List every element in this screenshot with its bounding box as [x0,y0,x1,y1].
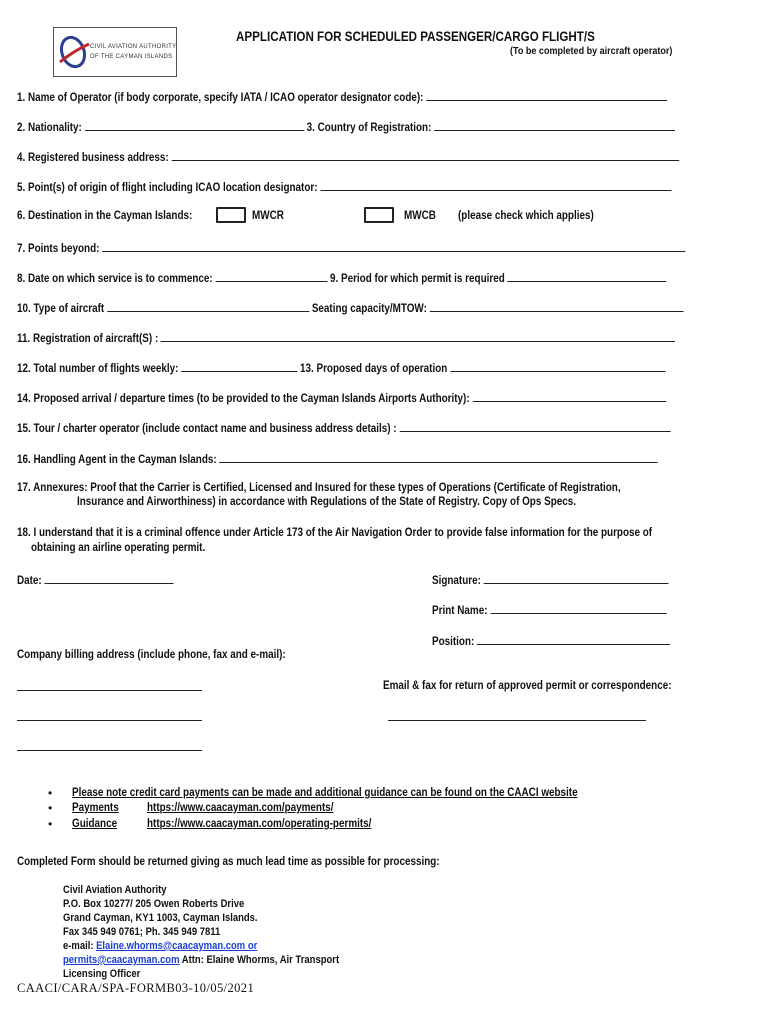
service-date-label: 8. Date on which service is to commence: [17,273,213,285]
form-reference-code: CAACI/CARA/SPA-FORMB03-10/05/2021 [17,981,255,995]
guidance-link[interactable]: https://www.caacayman.com/operating-permits/ [147,818,372,830]
print-name-field [432,603,667,617]
seating-blank[interactable] [430,301,684,312]
signature-blank[interactable] [484,573,669,584]
billing-blank-2[interactable] [17,720,202,721]
country-registration-label: 3. Country of Registration: [306,122,432,134]
billing-blank-1[interactable] [17,690,202,691]
field-flights-weekly-row [17,361,665,375]
address-line-2: P.O. Box 10277/ 205 Owen Roberts Drive [63,898,245,910]
logo-line-2: OF THE CAYMAN ISLANDS [90,54,173,60]
form-subtitle: (To be completed by aircraft operator) [510,45,673,57]
declaration-line-1: 18. I understand that it is a criminal offence under Article 173 of the Air Navigation Order to provide false information for the purpose of [17,527,653,539]
tour-operator-blank[interactable] [399,421,670,432]
bullet-dot-icon: • [48,786,53,800]
tour-operator-label: 15. Tour / charter operator (include contact name and business address details) : [17,423,397,435]
business-address-blank[interactable] [171,150,678,161]
email-link-permits[interactable]: permits@caacayman.com [63,954,180,966]
destination-label: 6. Destination in the Cayman Islands: [17,210,193,222]
address-line-7: Licensing Officer [63,968,141,980]
business-address-label: 4. Registered business address: [17,152,169,164]
handling-agent-blank[interactable] [219,452,658,463]
email-link-elaine[interactable]: Elaine.whorms@caacayman.com or [96,940,258,952]
mwcb-label: MWCB [404,210,436,222]
mwcr-checkbox[interactable] [216,207,246,223]
payments-link[interactable]: https://www.caacayman.com/payments/ [147,802,334,814]
email-fax-label: Email & fax for return of approved permit or correspondence: [383,680,672,692]
date-blank[interactable] [44,573,173,584]
field-operator-name [17,90,667,104]
nationality-label: 2. Nationality: [17,122,82,134]
address-line-4: Fax 345 949 0761; Ph. 345 949 7811 [63,926,221,938]
address-line-3: Grand Cayman, KY1 1003, Cayman Islands. [63,912,258,924]
country-registration-blank[interactable] [434,120,675,131]
billing-address-label: Company billing address (include phone, fax and e-mail): [17,649,286,661]
signature-field [432,573,669,587]
address-line-1: Civil Aviation Authority [63,884,167,896]
email-prefix: e-mail: [63,940,97,952]
payment-note: Please note credit card payments can be made and additional guidance can be found on the CAACI website [72,787,578,799]
proposed-days-blank[interactable] [450,361,665,372]
points-beyond-blank[interactable] [102,241,685,252]
mwcr-label: MWCR [252,210,284,222]
flights-weekly-blank[interactable] [181,361,297,372]
email-line-2 [63,954,339,966]
position-blank[interactable] [477,634,671,645]
signature-label: Signature: [432,575,481,587]
service-date-blank[interactable] [215,271,327,282]
origin-points-blank[interactable] [320,180,671,191]
aircraft-type-blank[interactable] [107,301,309,312]
form-title: APPLICATION FOR SCHEDULED PASSENGER/CARGO FLIGHT/S [236,29,595,44]
caa-emblem-icon [58,32,90,72]
permit-period-label: 9. Period for which permit is required [329,273,505,285]
field-aircraft-type-row [17,301,683,315]
aircraft-registration-blank[interactable] [161,331,675,342]
payments-label: Payments [72,802,119,814]
handling-agent-label: 16. Handling Agent in the Cayman Islands: [17,454,217,466]
check-note: (please check which applies) [458,210,594,222]
arrival-departure-label: 14. Proposed arrival / departure times (to be provided to the Cayman Islands Airports Authority): [17,393,470,405]
origin-points-label: 5. Point(s) of origin of flight including ICAO location designator: [17,182,318,194]
field-points-beyond [17,241,685,255]
annexures-line-2: Insurance and Airworthiness) in accordance with Regulations of the State of Registry. Copy of Ops Specs. [77,496,576,508]
seating-label: Seating capacity/MTOW: [311,303,427,315]
position-label: Position: [432,636,475,648]
points-beyond-label: 7. Points beyond: [17,243,100,255]
flights-weekly-label: 12. Total number of flights weekly: [17,363,179,375]
logo-line-1: CIVIL AVIATION AUTHORITY [90,44,177,50]
field-tour-operator [17,421,670,435]
aircraft-registration-label: 11. Registration of aircraft(S) : [17,333,159,345]
return-intro: Completed Form should be returned giving as much lead time as possible for processing: [17,856,440,868]
arrival-departure-blank[interactable] [472,391,666,402]
permit-period-blank[interactable] [508,271,667,282]
bullet-dot-icon: • [48,801,53,815]
date-field [17,573,173,587]
billing-blank-3[interactable] [17,750,202,751]
nationality-blank[interactable] [85,120,304,131]
field-service-date-row [17,271,667,285]
position-field [432,634,671,648]
date-label: Date: [17,575,42,587]
operator-name-blank[interactable] [426,90,667,101]
field-nationality-row [17,120,675,134]
field-handling-agent [17,452,658,466]
attn-text: Attn: Elaine Whorms, Air Transport [179,954,340,966]
field-aircraft-registration [17,331,675,345]
field-origin-points [17,180,671,194]
proposed-days-label: 13. Proposed days of operation [299,363,448,375]
email-line-1 [63,940,257,952]
caa-logo [53,27,177,77]
field-operator-label: 1. Name of Operator (if body corporate, specify IATA / ICAO operator designator code): [17,92,424,104]
field-business-address [17,150,679,164]
print-name-label: Print Name: [432,605,488,617]
guidance-label: Guidance [72,818,118,830]
print-name-blank[interactable] [490,603,666,614]
mwcb-checkbox[interactable] [364,207,394,223]
aircraft-type-label: 10. Type of aircraft [17,303,105,315]
annexures-line-1: 17. Annexures: Proof that the Carrier is Certified, Licensed and Insured for these types of Operations (Certificate of Registration, [17,482,621,494]
field-arrival-departure [17,391,666,405]
declaration-line-2: obtaining an airline operating permit. [31,542,206,554]
bullet-dot-icon: • [48,817,53,831]
email-fax-blank[interactable] [388,720,646,721]
